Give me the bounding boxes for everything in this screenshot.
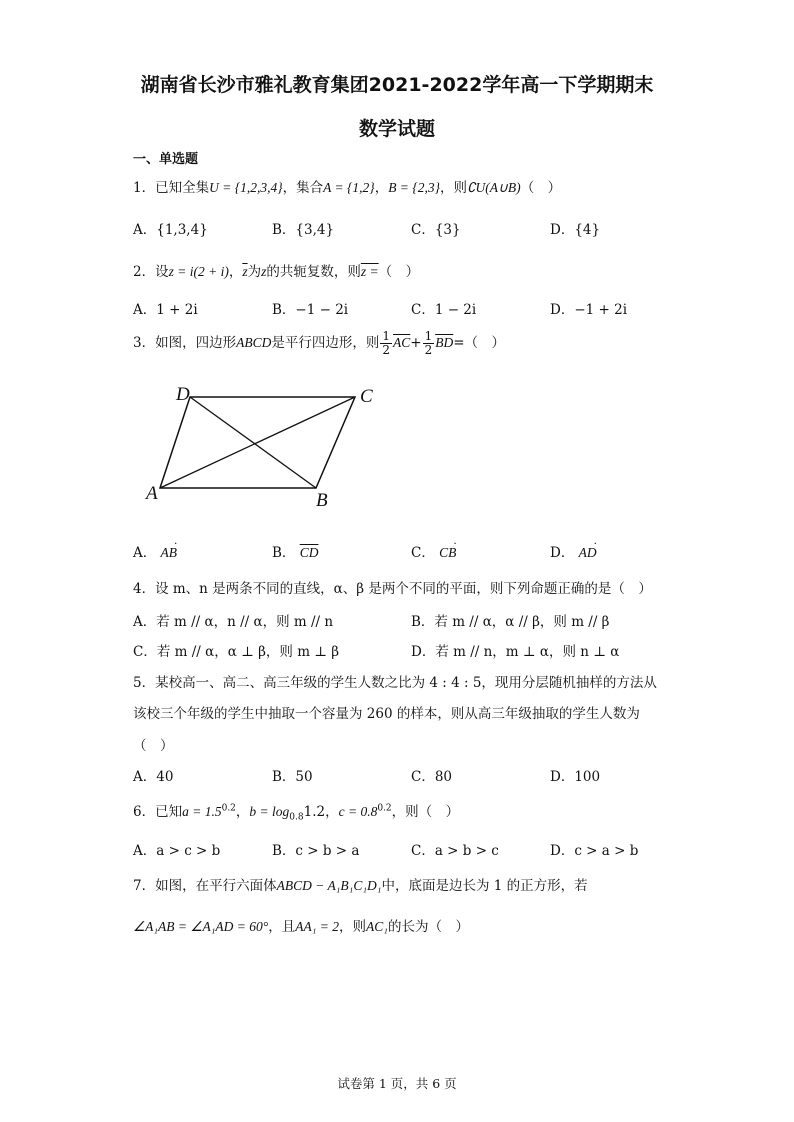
diagonal-ac (160, 397, 355, 488)
exam-title-line2: 数学试题 (358, 118, 435, 140)
page-footer: 试卷第 1 页，共 6 页 (337, 1076, 457, 1091)
q2-stem-b: ， (228, 264, 243, 280)
question-6 (133, 800, 459, 823)
q1-stem-b: ，集合 (282, 180, 324, 196)
q3-quadrilateral: ABCD (236, 335, 272, 350)
question-2 (133, 260, 419, 280)
q2-option-a: A．1 + 2i (133, 302, 198, 318)
q6-sep2: ， (325, 804, 339, 820)
q7-stem-a: 7．如图，在平行六面体 (133, 878, 277, 894)
q7-edge-aa1: AA₁ = 2 (295, 919, 339, 934)
q3-option-b-vector: $\overline{CD}$ (299, 545, 319, 560)
q3-plus: + (410, 335, 422, 351)
q5-option-b: B．50 (272, 769, 313, 785)
diagonal-bd (190, 397, 316, 488)
q6-option-c: C．a > b > c (411, 843, 499, 859)
q3-option-b: B． $\overline{CD}$ (272, 545, 319, 561)
q6-a-exponent: 0.2 (221, 803, 236, 814)
q3-half-2: $\frac{1}{2}$ (424, 329, 433, 357)
q3-option-a: A． AB · (133, 541, 177, 561)
q6-c-definition: c = 0.8 (338, 804, 378, 819)
q5-option-a: A．40 (133, 769, 174, 785)
q2-option-b: B．−1 − 2i (272, 302, 349, 318)
q2-stem-c: 为 (247, 264, 262, 280)
vertex-b-label: B (316, 490, 328, 510)
q2-stem-a: 2．设 (133, 264, 169, 280)
q2-zbar: $\overline{z}$ (242, 264, 248, 279)
q2-option-c: C．1 − 2i (411, 302, 477, 318)
q4-option-c: C．若 m // α，α ⊥ β，则 m ⊥ β (133, 644, 340, 660)
q1-sep: ， (374, 180, 389, 196)
question-7-line2 (133, 915, 469, 935)
q1-option-a: A．{1,3,4} (133, 222, 208, 238)
q1-expression: ∁U(A∪B) (466, 180, 521, 195)
q6-option-b: B．c > b > a (272, 843, 360, 859)
q6-b-definition: b = log (249, 804, 290, 819)
q7-diagonal-ac1: AC₁ (366, 919, 388, 934)
q7-stem-e: 的长为（ ） (387, 919, 469, 935)
question-5-line2: 该校三个年级的学生中抽取一个容量为 260 的样本，则从高三年级抽取的学生人数为 (133, 706, 640, 722)
question-1 (133, 176, 561, 196)
q2-zbar-equals: z = (360, 264, 379, 279)
question-3 (133, 330, 505, 357)
q6-sep1: ， (235, 804, 250, 820)
q5-option-d: D．100 (550, 769, 601, 785)
q1-option-d: D．{4} (550, 222, 601, 238)
q3-option-d-vector: AD · (579, 545, 597, 561)
q1-stem-c: ，则 (439, 180, 467, 196)
question-4: 4．设 m、n 是两条不同的直线，α、β 是两个不同的平面，则下列命题正确的是（ ） (133, 581, 652, 597)
q6-option-d: D．c > a > b (550, 843, 639, 859)
q1-universal-set: U = {1,2,3,4} (209, 180, 283, 195)
q5-option-c: C．80 (411, 769, 453, 785)
q7-stem-d: ，则 (339, 919, 366, 935)
exam-title-line1: 湖南省长沙市雅礼教育集团2021-2022学年高一下学期期末 (140, 74, 654, 96)
q1-set-a: A = {1,2} (323, 180, 375, 195)
q2-stem-d: 的共轭复数，则 (266, 264, 361, 280)
q7-solid: ABCD − A₁B₁C₁D₁ (276, 878, 382, 893)
q4-option-b: B．若 m // α，α // β，则 m // β (411, 614, 610, 630)
q2-z: z (261, 264, 267, 279)
q3-option-d: D． AD · (550, 541, 597, 561)
q6-a-definition: a = 1.5 (182, 804, 222, 819)
q7-angles: ∠A₁AB = ∠A₁AD = 60° (133, 919, 269, 934)
q1-paren: （ ） (520, 180, 562, 196)
vertex-c-label: C (360, 386, 373, 407)
q3-option-a-vector: AB · (161, 545, 178, 561)
q3-vector-ac: $\overline{AC}$ (392, 335, 411, 350)
q6-stem-a: 6．已知 (133, 804, 183, 820)
q1-option-b: B．{3,4} (272, 222, 335, 238)
q2-paren: （ ） (378, 264, 420, 280)
q6-stem-b: ，则（ ） (391, 804, 460, 820)
q3-option-c-vector: CB · (439, 545, 456, 561)
q3-equals: =（ ） (453, 335, 506, 351)
q6-c-exponent: 0.2 (377, 803, 392, 814)
q2-option-d: D．−1 + 2i (550, 302, 628, 318)
q1-option-c: C．{3} (411, 222, 461, 238)
q3-half-1: $\frac{1}{2}$ (382, 329, 390, 357)
q6-b-base: 0.8 (289, 812, 304, 823)
q2-z-definition: z = i(2 + i) (168, 264, 229, 279)
q4-option-a: A．若 m // α，n // α，则 m // n (133, 614, 334, 630)
question-7-line1 (133, 874, 588, 894)
q7-stem-b: 中，底面是边长为 1 的正方形，若 (381, 878, 588, 894)
parallelogram-figure (140, 380, 390, 510)
q6-option-a: A．a > c > b (133, 843, 221, 859)
q3-stem-b: 是平行四边形，则 (271, 335, 380, 351)
q1-stem-a: 1．已知全集 (133, 180, 210, 196)
q3-option-c: C． CB · (411, 541, 456, 561)
q3-vector-bd: $\overline{BD}$ (435, 335, 454, 350)
q3-stem-a: 3．如图，四边形 (133, 335, 237, 351)
vertex-a-label: A (146, 483, 158, 504)
q7-stem-c: ，且 (268, 919, 296, 935)
question-5-line1: 5．某校高一、高二、高三年级的学生人数之比为 4 : 4 : 5，现用分层随机抽样的方法从 (133, 675, 657, 691)
section-heading: 一、单选题 (133, 152, 199, 167)
q1-set-b: B = {2,3} (388, 180, 440, 195)
q6-b-value: 1.2 (303, 804, 326, 820)
q4-option-d: D．若 m // n，m ⊥ α，则 n ⊥ α (411, 644, 620, 660)
question-5-line3: （ ） (133, 738, 174, 754)
vertex-d-label: D (176, 384, 190, 405)
